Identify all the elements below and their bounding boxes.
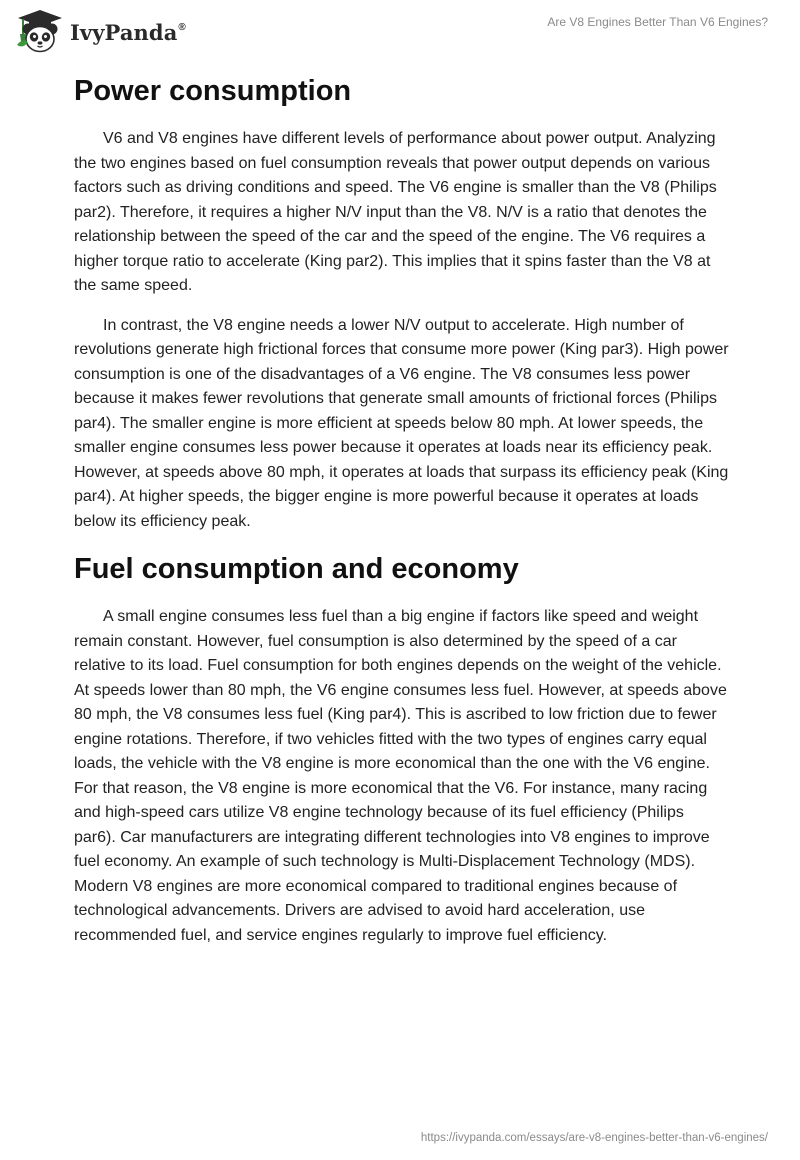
section-heading-power-consumption: Power consumption	[74, 75, 352, 107]
registered-mark: ®	[178, 21, 186, 33]
source-url[interactable]: https://ivypanda.com/essays/are-v8-engines-better-than-v6-engines/	[420, 1132, 768, 1144]
brand-name: IvyPanda®	[70, 19, 186, 45]
section-heading-fuel-consumption: Fuel consumption and economy	[74, 553, 519, 585]
brand-logo[interactable]	[14, 8, 186, 54]
paragraph: V6 and V8 engines have different levels of performance about power output. Analyzing the two engines based on fuel consumption reveals that power output depends on various factors such as driving conditions and speed. The V6 engine is smaller than the V8 (Philips par2). Therefore, it requires a higher N/V input than the V8. N/V is a ratio that denotes the relationship between the speed of the car and the speed of the engine. The V6 requires a higher torque ratio to accelerate (King par2). This implies that it spins faster than the V8 at the same speed.	[74, 130, 717, 294]
paragraph: A small engine consumes less fuel than a big engine if factors like speed and weight remain constant. However, fuel consumption is also determined by the speed of a car relative to its load. Fuel consumption for both engines depends on the weight of the vehicle. At speeds lower than 80 mph, the V6 engine consumes less fuel. However, at speeds above 80 mph, the V8 consumes less fuel (King par4). This is ascribed to low friction due to fewer engine rotations. Therefore, if two vehicles fitted with the two types of engines carry equal loads, the vehicle with the V8 engine is more economical than the one with the V6 engine. For that reason, the V8 engine is more economical that the V6. For instance, many racing and high-speed cars utilize V8 engine technology because of its fuel efficiency (Philips par6). Car manufacturers are integrating different technologies into V8 engines to improve fuel economy. An example of such technology is Multi-Displacement Technology (MDS). Modern V8 engines are more economical compared to traditional engines because of technological advancements. Drivers are advised to avoid hard acceleration, use recommended fuel, and service engines regularly to improve fuel efficiency.	[74, 608, 727, 944]
panda-graduate-icon	[14, 8, 66, 54]
paragraph: In contrast, the V8 engine needs a lower N/V output to accelerate. High number of revolutions generate high frictional forces that consume more power (King par3). High power consumption is one of the disadvantages of a V6 engine. The V8 consumes less power because it makes fewer revolutions that generate small amounts of frictional forces (Philips par4). The smaller engine is more efficient at speeds below 80 mph. At lower speeds, the smaller engine consumes less power because it operates at loads near its efficiency peak. However, at speeds above 80 mph, it operates at loads that surpass its efficiency peak (King par4). At higher speeds, the bigger engine is more powerful because it operates at loads below its efficiency peak.	[74, 316, 729, 530]
page-header	[0, 0, 800, 66]
essay-content	[74, 70, 730, 963]
document-title: Are V8 Engines Better Than V6 Engines?	[547, 15, 768, 29]
